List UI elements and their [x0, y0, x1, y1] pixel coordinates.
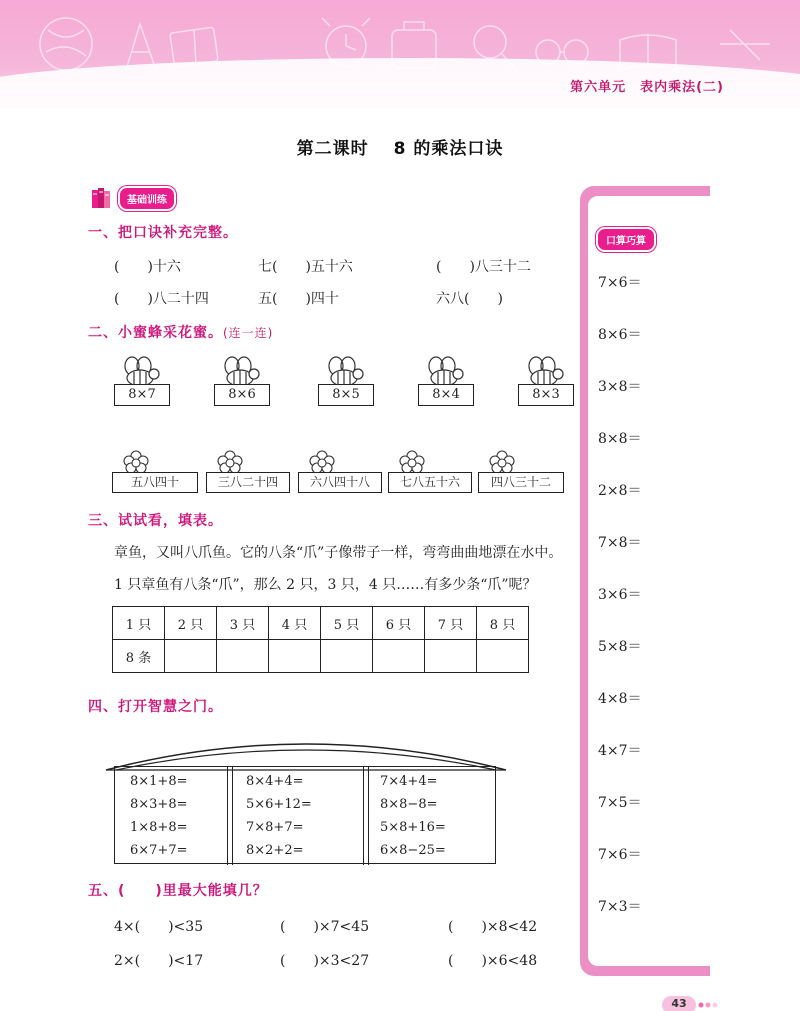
table-answer-cell[interactable]: [321, 640, 373, 673]
fill-blank[interactable]: ( )十六: [114, 259, 181, 275]
bee-card[interactable]: [214, 356, 274, 406]
sidebar-question[interactable]: 8×6＝: [598, 327, 642, 343]
equation[interactable]: 7×8+7=: [246, 820, 304, 835]
flower-label: 四八三十二: [478, 472, 564, 493]
header-banner: [0, 0, 800, 108]
equation[interactable]: 5×8+16=: [380, 820, 446, 835]
section-2-title: [88, 322, 273, 342]
sidebar-question[interactable]: 7×5＝: [598, 795, 642, 811]
inequality[interactable]: ( )×8<42: [448, 919, 538, 935]
table-value-cell: 8 条: [113, 640, 165, 673]
bee-card[interactable]: [418, 356, 478, 406]
table-header-cell: 1 只: [113, 607, 165, 640]
sidebar-question[interactable]: 7×6＝: [598, 275, 642, 291]
sidebar-question[interactable]: 7×3＝: [598, 899, 642, 915]
equation[interactable]: 8×8−8=: [380, 797, 438, 812]
bee-label: 8×3: [518, 384, 574, 406]
fill-blank[interactable]: 五( )四十: [258, 291, 339, 307]
section-3-title: 三、试试看，填表。: [88, 513, 223, 529]
section-1-title: 一、把口诀补充完整。: [88, 225, 238, 241]
books-icon: [90, 186, 116, 210]
sidebar-question[interactable]: 8×8＝: [598, 431, 642, 447]
table-answer-cell[interactable]: [165, 640, 217, 673]
sidebar-question[interactable]: 4×8＝: [598, 691, 642, 707]
sidebar-question[interactable]: 2×8＝: [598, 483, 642, 499]
section-badge: [90, 186, 176, 210]
fill-blank[interactable]: ( )八二十四: [114, 291, 209, 307]
octopus-question: 1 只章鱼有八条“爪”，那么 2 只，3 只，4 只……有多少条“爪”呢？: [114, 577, 537, 593]
inequality[interactable]: ( )×6<48: [448, 953, 538, 969]
equation[interactable]: 8×1+8=: [130, 774, 188, 789]
fill-blank[interactable]: 七( )五十六: [258, 259, 353, 275]
bee-card[interactable]: [318, 356, 378, 406]
inequality[interactable]: 4×( )<35: [114, 919, 204, 935]
equation[interactable]: 6×8−25=: [380, 843, 446, 858]
section-badge-label: 基础训练: [118, 186, 176, 211]
equation[interactable]: 8×2+2=: [246, 843, 304, 858]
table-header-cell: 8 只: [477, 607, 529, 640]
table-header-cell: 6 只: [373, 607, 425, 640]
bee-label: 8×5: [318, 384, 374, 406]
flower-label: 五八四十: [112, 472, 198, 493]
fill-blank[interactable]: 六八( ): [436, 291, 503, 307]
table-answer-cell[interactable]: [425, 640, 477, 673]
door-divider: [363, 767, 369, 865]
bee-card[interactable]: [518, 356, 578, 406]
table-answer-cell[interactable]: [217, 640, 269, 673]
octopus-paragraph: 章鱼，又叫八爪鱼。它的八条“爪”子像带子一样，弯弯曲曲地漂在水中。: [114, 545, 563, 561]
equation[interactable]: 8×4+4=: [246, 774, 304, 789]
table-answer-cell[interactable]: [477, 640, 529, 673]
section-4-title: 四、打开智慧之门。: [88, 699, 223, 715]
page-number: 43: [662, 996, 696, 1011]
door-divider: [227, 767, 233, 865]
section-2-note: (连一连): [223, 326, 274, 340]
sidebar-badge: 口算巧算: [596, 227, 656, 252]
flower-icon: [398, 450, 426, 472]
table-answer-cell[interactable]: [269, 640, 321, 673]
flower-icon: [122, 450, 150, 472]
sidebar-question[interactable]: 7×8＝: [598, 535, 642, 551]
flower-label: 三八二十四: [206, 472, 290, 493]
bee-label: 8×6: [214, 384, 270, 406]
table-header-cell: 7 只: [425, 607, 477, 640]
flower-label: 六八四十八: [298, 472, 382, 493]
sidebar-question[interactable]: 7×6＝: [598, 847, 642, 863]
sidebar-question[interactable]: 3×8＝: [598, 379, 642, 395]
flower-icon: [216, 450, 244, 472]
table-header-cell: 3 只: [217, 607, 269, 640]
flower-icon: [488, 450, 516, 472]
table-header-cell: 5 只: [321, 607, 373, 640]
table-header-cell: 4 只: [269, 607, 321, 640]
flower-label: 七八五十六: [388, 472, 472, 493]
table-header-cell: 2 只: [165, 607, 217, 640]
bee-label: 8×4: [418, 384, 474, 406]
bee-card[interactable]: [114, 356, 174, 406]
bee-label: 8×7: [114, 384, 170, 406]
flower-icon: [308, 450, 336, 472]
inequality[interactable]: ( )×3<27: [280, 953, 370, 969]
table-row: [113, 607, 529, 640]
equation[interactable]: 6×7+7=: [130, 843, 188, 858]
equation[interactable]: 8×3+8=: [130, 797, 188, 812]
unit-title: 第六单元 表内乘法(二): [570, 80, 724, 95]
fill-blank[interactable]: ( )八三十二: [436, 259, 531, 275]
table-answer-cell[interactable]: [373, 640, 425, 673]
lesson-title: 第二课时 8 的乘法口诀: [296, 139, 504, 159]
page-dots-icon: [698, 1002, 718, 1008]
sidebar-question[interactable]: 3×6＝: [598, 587, 642, 603]
inequality[interactable]: 2×( )<17: [114, 953, 204, 969]
section-5-title: 五、( )里最大能填几？: [88, 883, 268, 899]
table-row: [113, 640, 529, 673]
inequality[interactable]: ( )×7<45: [280, 919, 370, 935]
sidebar-question[interactable]: 4×7＝: [598, 743, 642, 759]
sidebar-question[interactable]: 5×8＝: [598, 639, 642, 655]
equation[interactable]: 5×6+12=: [246, 797, 312, 812]
octopus-table: [112, 606, 529, 673]
section-2-title-text: 二、小蜜蜂采花蜜。: [88, 325, 223, 341]
equation[interactable]: 1×8+8=: [130, 820, 188, 835]
equation[interactable]: 7×4+4=: [380, 774, 438, 789]
